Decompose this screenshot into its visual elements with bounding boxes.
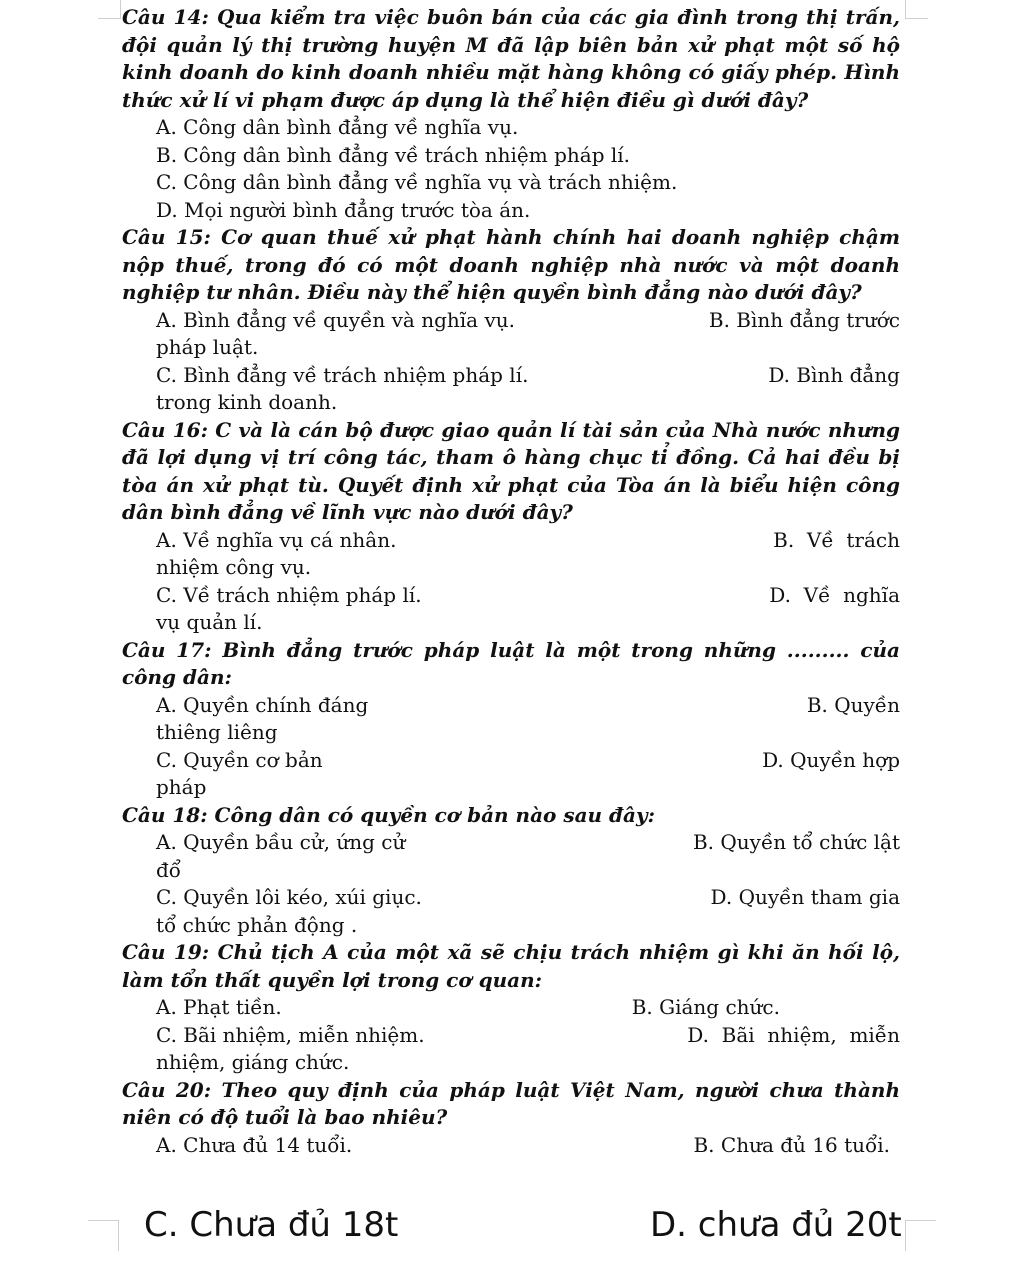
question-15-options-ab — [122, 307, 900, 335]
question-17-option-b: B. Quyền — [806, 692, 900, 717]
question-16-option-a: A. Về nghĩa vụ cá nhân. — [156, 527, 397, 552]
question-17-option-b-cont: thiêng liêng — [156, 720, 278, 744]
question-15-options-cd — [122, 362, 900, 390]
question-20-option-b: B. Chưa đủ 16 tuổi. — [693, 1132, 890, 1157]
question-17-options-ab — [122, 692, 900, 720]
question-18-stem: Câu 18: Công dân có quyền cơ bản nào sau đây: — [122, 802, 656, 827]
question-20-stem: Câu 20: Theo quy định của pháp luật Việt Nam, người chưa thành niên có độ tuổi là bao nhiêu? — [122, 1077, 900, 1129]
question-17-option-d-cont: pháp — [156, 775, 207, 799]
question-19-option-c: C. Bãi nhiệm, miễn nhiệm. — [156, 1022, 425, 1047]
question-17-option-a: A. Quyền chính đáng — [156, 692, 369, 717]
question-14-stem: Câu 14: Qua kiểm tra việc buôn bán của các gia đình trong thị trấn, đội quản lý thị trường huyện M đã lập biên bản xử phạt một số hộ kinh doanh do kinh doanh nhiều mặt hàng không có giấy phép. Hình thức xử lí vi phạm được áp dụng là thể hiện điều gì dưới đây? — [122, 5, 900, 112]
question-18-option-d-cont: tổ chức phản động . — [156, 912, 358, 937]
question-14-option-b: B. Công dân bình đẳng về trách nhiệm pháp lí. — [156, 142, 631, 167]
question-19-option-a: A. Phạt tiền. — [156, 995, 282, 1019]
question-15-option-d-cont: trong kinh doanh. — [156, 390, 338, 414]
question-18-option-b-cont: đổ — [156, 857, 182, 882]
question-20-option-d-handwritten: D. chưa đủ 20t — [650, 1205, 902, 1245]
question-15-option-c: C. Bình đẳng về trách nhiệm pháp lí. — [156, 362, 529, 387]
page-corner-mark — [88, 1220, 119, 1251]
question-16-option-c: C. Về trách nhiệm pháp lí. — [156, 582, 422, 607]
question-19-option-b: B. Giáng chức. — [631, 995, 780, 1019]
question-19-options-cd — [122, 1022, 900, 1050]
question-14-option-c: C. Công dân bình đẳng về nghĩa vụ và trách nhiệm. — [156, 170, 678, 194]
question-19-option-d: D. Bãi nhiệm, miễn — [687, 1022, 900, 1047]
question-14-option-a: A. Công dân bình đẳng về nghĩa vụ. — [156, 115, 519, 139]
question-18-options-ab — [122, 829, 900, 857]
question-20-option-c-handwritten: C. Chưa đủ 18t — [144, 1205, 399, 1245]
question-20-option-a: A. Chưa đủ 14 tuổi. — [156, 1132, 353, 1157]
question-15-stem: Câu 15: Cơ quan thuế xử phạt hành chính hai doanh nghiệp chậm nộp thuế, trong đó có một doanh nghiệp nhà nước và một doanh nghiệp tư nhân. Điều này thể hiện quyền bình đẳng nào dưới đây? — [122, 225, 900, 304]
question-16-option-d-cont: vụ quản lí. — [156, 610, 263, 634]
question-18-options-cd — [122, 884, 900, 912]
page-corner-mark — [98, 0, 121, 19]
question-16-option-d: D. Về nghĩa — [769, 582, 900, 607]
question-19-option-d-cont: nhiệm, giáng chức. — [156, 1050, 350, 1074]
question-18-option-c: C. Quyền lôi kéo, xúi giục. — [156, 885, 422, 909]
question-18-option-d: D. Quyền tham gia — [710, 885, 900, 909]
question-16-option-b-cont: nhiệm công vụ. — [156, 555, 312, 579]
document-body — [122, 4, 900, 1159]
question-16-stem: Câu 16: C và là cán bộ được giao quản lí tài sản của Nhà nước nhưng đã lợi dụng vị trí công tác, tham ô hàng chục tỉ đồng. Cả hai đều bị tòa án xử phạt tù. Quyết định xử phạt của Tòa án là biểu hiện công dân bình đẳng về lĩnh vực nào dưới đây? — [122, 417, 900, 524]
page-corner-mark — [905, 0, 928, 19]
question-15-option-b: B. Bình đẳng trước — [708, 307, 900, 332]
question-16-option-b: B. Về trách — [773, 527, 900, 552]
question-17-options-cd — [122, 747, 900, 775]
question-19-options-ab — [122, 994, 900, 1022]
question-18-option-b: B. Quyền tổ chức lật — [692, 830, 900, 854]
question-15-option-d: D. Bình đẳng — [768, 362, 900, 387]
question-17-option-d: D. Quyền hợp — [762, 747, 900, 772]
question-16-options-cd — [122, 582, 900, 610]
question-17-stem: Câu 17: Bình đẳng trước pháp luật là một trong những ......... của công dân: — [122, 637, 900, 689]
question-20-options-ab — [122, 1132, 900, 1160]
question-18-option-a: A. Quyền bầu cử, ứng cử — [156, 830, 406, 854]
question-14-option-d: D. Mọi người bình đẳng trước tòa án. — [156, 197, 531, 222]
handwritten-options-cd — [122, 1205, 922, 1250]
question-17-option-c: C. Quyền cơ bản — [156, 747, 323, 772]
question-16-options-ab — [122, 527, 900, 555]
question-19-stem: Câu 19: Chủ tịch A của một xã sẽ chịu trách nhiệm gì khi ăn hối lộ, làm tổn thất quyền lợi trong cơ quan: — [122, 940, 900, 992]
question-15-option-b-cont: pháp luật. — [156, 335, 259, 359]
question-15-option-a: A. Bình đẳng về quyền và nghĩa vụ. — [156, 307, 515, 332]
